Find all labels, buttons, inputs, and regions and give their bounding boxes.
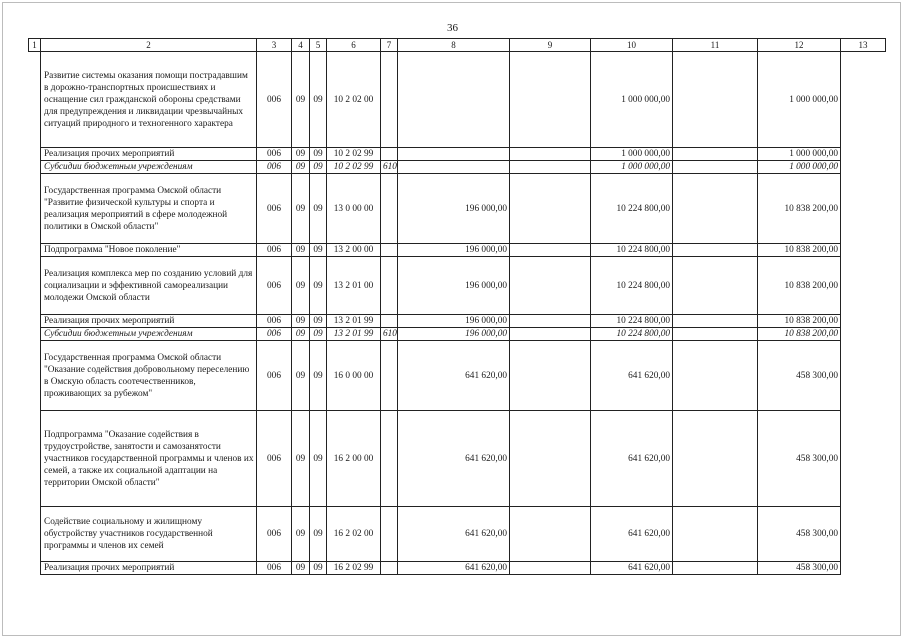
row-code-cell: 006 (257, 257, 292, 315)
row-amount-cell: 1 000 000,00 (758, 161, 841, 174)
row-amount-cell (510, 244, 591, 257)
row-amount-cell (673, 341, 758, 411)
row-section-cell: 09 (292, 341, 310, 411)
table-row (29, 174, 886, 244)
row-amount-cell: 1 000 000,00 (591, 161, 673, 174)
row-amount-cell (510, 341, 591, 411)
row-target-cell: 16 0 00 00 (327, 341, 381, 411)
row-amount-cell: 458 300,00 (758, 411, 841, 507)
row-amount-cell (673, 257, 758, 315)
header-cell: 9 (510, 39, 591, 52)
row-amount-cell (673, 328, 758, 341)
row-code-cell: 006 (257, 244, 292, 257)
row-code-cell: 006 (257, 411, 292, 507)
row-amount-cell: 10 838 200,00 (758, 328, 841, 341)
row-amount-cell (510, 562, 591, 575)
header-cell: 5 (310, 39, 327, 52)
header-cell: 4 (292, 39, 310, 52)
table-row (29, 52, 886, 148)
row-amount-cell (398, 148, 510, 161)
table-row (29, 562, 886, 575)
row-amount-cell: 10 224 800,00 (591, 174, 673, 244)
row-blank-cell (29, 244, 41, 257)
budget-table (28, 38, 886, 575)
row-amount-cell (673, 244, 758, 257)
row-code-cell: 006 (257, 328, 292, 341)
row-amount-cell: 1 000 000,00 (591, 148, 673, 161)
row-section-cell: 09 (292, 507, 310, 562)
header-cell: 11 (673, 39, 758, 52)
row-amount-cell: 10 838 200,00 (758, 257, 841, 315)
header-cell: 8 (398, 39, 510, 52)
row-section-cell: 09 (292, 52, 310, 148)
row-target-cell: 10 2 02 00 (327, 52, 381, 148)
row-blank-cell (841, 341, 886, 411)
row-amount-cell: 641 620,00 (591, 411, 673, 507)
row-amount-cell: 10 224 800,00 (591, 244, 673, 257)
table-row (29, 507, 886, 562)
table-row (29, 161, 886, 174)
row-amount-cell (510, 411, 591, 507)
row-subsection-cell: 09 (310, 244, 327, 257)
row-amount-cell: 641 620,00 (398, 411, 510, 507)
row-code-cell: 006 (257, 148, 292, 161)
row-subsection-cell: 09 (310, 257, 327, 315)
row-blank-cell (29, 328, 41, 341)
header-cell: 2 (41, 39, 257, 52)
row-amount-cell (673, 174, 758, 244)
row-section-cell: 09 (292, 562, 310, 575)
row-amount-cell: 196 000,00 (398, 174, 510, 244)
row-blank-cell (841, 52, 886, 148)
row-amount-cell: 196 000,00 (398, 257, 510, 315)
row-target-cell: 16 2 00 00 (327, 411, 381, 507)
row-subsection-cell: 09 (310, 174, 327, 244)
row-target-cell: 10 2 02 99 (327, 148, 381, 161)
row-code-cell: 006 (257, 52, 292, 148)
row-name-cell: Государственная программа Омской области "Развитие физической культуры и спорта и реализация мероприятий в сфере молодежной политики в Омской области" (41, 174, 257, 244)
row-blank-cell (841, 315, 886, 328)
row-type-cell (381, 174, 398, 244)
row-amount-cell: 196 000,00 (398, 328, 510, 341)
row-section-cell: 09 (292, 174, 310, 244)
row-amount-cell (398, 52, 510, 148)
row-code-cell: 006 (257, 341, 292, 411)
row-subsection-cell: 09 (310, 562, 327, 575)
row-type-cell (381, 315, 398, 328)
row-amount-cell: 458 300,00 (758, 562, 841, 575)
table-row (29, 257, 886, 315)
row-amount-cell: 196 000,00 (398, 315, 510, 328)
row-blank-cell (29, 341, 41, 411)
table-row (29, 315, 886, 328)
row-target-cell: 13 2 01 99 (327, 315, 381, 328)
row-subsection-cell: 09 (310, 161, 327, 174)
row-blank-cell (841, 257, 886, 315)
row-amount-cell (673, 507, 758, 562)
row-blank-cell (29, 411, 41, 507)
row-name-cell: Реализация комплекса мер по созданию условий для социализации и эффективной самореализации молодежи Омской области (41, 257, 257, 315)
header-cell: 12 (758, 39, 841, 52)
row-amount-cell: 641 620,00 (398, 562, 510, 575)
row-amount-cell: 10 224 800,00 (591, 257, 673, 315)
row-amount-cell (510, 328, 591, 341)
row-amount-cell: 641 620,00 (398, 341, 510, 411)
row-blank-cell (841, 161, 886, 174)
row-section-cell: 09 (292, 148, 310, 161)
row-amount-cell (673, 161, 758, 174)
row-amount-cell: 1 000 000,00 (758, 148, 841, 161)
row-blank-cell (29, 507, 41, 562)
row-blank-cell (841, 328, 886, 341)
row-section-cell: 09 (292, 328, 310, 341)
row-target-cell: 13 2 01 99 (327, 328, 381, 341)
header-cell: 10 (591, 39, 673, 52)
row-amount-cell (510, 148, 591, 161)
row-code-cell: 006 (257, 315, 292, 328)
row-code-cell: 006 (257, 174, 292, 244)
row-amount-cell (673, 315, 758, 328)
header-cell: 13 (841, 39, 886, 52)
header-cell: 1 (29, 39, 41, 52)
header-cell: 6 (327, 39, 381, 52)
row-blank-cell (29, 161, 41, 174)
row-type-cell: 610 (381, 328, 398, 341)
row-amount-cell (510, 52, 591, 148)
row-amount-cell: 641 620,00 (591, 341, 673, 411)
row-section-cell: 09 (292, 257, 310, 315)
row-subsection-cell: 09 (310, 315, 327, 328)
row-section-cell: 09 (292, 244, 310, 257)
table-row (29, 244, 886, 257)
row-amount-cell (510, 161, 591, 174)
row-amount-cell: 10 224 800,00 (591, 315, 673, 328)
row-section-cell: 09 (292, 161, 310, 174)
row-type-cell (381, 52, 398, 148)
row-blank-cell (29, 562, 41, 575)
row-blank-cell (29, 174, 41, 244)
row-code-cell: 006 (257, 507, 292, 562)
row-blank-cell (841, 507, 886, 562)
table-row (29, 148, 886, 161)
row-type-cell (381, 257, 398, 315)
row-amount-cell (673, 411, 758, 507)
row-name-cell: Подпрограмма "Оказание содействия в трудоустройстве, занятости и самозанятости участников государственной программы и членов их семей, а также их социальной адаптации на территории Омской области" (41, 411, 257, 507)
row-code-cell: 006 (257, 562, 292, 575)
row-target-cell: 10 2 02 99 (327, 161, 381, 174)
row-name-cell: Подпрограмма "Новое поколение" (41, 244, 257, 257)
row-amount-cell (510, 257, 591, 315)
row-subsection-cell: 09 (310, 148, 327, 161)
row-amount-cell: 641 620,00 (591, 562, 673, 575)
row-amount-cell: 641 620,00 (398, 507, 510, 562)
row-target-cell: 13 2 00 00 (327, 244, 381, 257)
row-name-cell: Реализация прочих мероприятий (41, 148, 257, 161)
row-blank-cell (29, 315, 41, 328)
row-blank-cell (841, 244, 886, 257)
row-amount-cell: 1 000 000,00 (591, 52, 673, 148)
row-amount-cell (673, 562, 758, 575)
row-amount-cell: 196 000,00 (398, 244, 510, 257)
row-amount-cell: 458 300,00 (758, 507, 841, 562)
header-cell: 7 (381, 39, 398, 52)
row-amount-cell (510, 507, 591, 562)
row-amount-cell: 10 838 200,00 (758, 244, 841, 257)
row-target-cell: 16 2 02 99 (327, 562, 381, 575)
row-section-cell: 09 (292, 411, 310, 507)
row-target-cell: 16 2 02 00 (327, 507, 381, 562)
row-blank-cell (841, 411, 886, 507)
row-amount-cell (510, 315, 591, 328)
table-row (29, 411, 886, 507)
row-amount-cell: 10 224 800,00 (591, 328, 673, 341)
row-name-cell: Государственная программа Омской области "Оказание содействия добровольному переселению в Омскую область соотечественников, проживающих за рубежом" (41, 341, 257, 411)
page-number: 36 (447, 22, 458, 34)
row-subsection-cell: 09 (310, 328, 327, 341)
row-name-cell: Субсидии бюджетным учреждениям (41, 328, 257, 341)
table-row (29, 341, 886, 411)
row-amount-cell (673, 52, 758, 148)
table-row (29, 328, 886, 341)
row-name-cell: Реализация прочих мероприятий (41, 562, 257, 575)
row-blank-cell (29, 52, 41, 148)
row-section-cell: 09 (292, 315, 310, 328)
row-type-cell (381, 507, 398, 562)
row-name-cell: Содействие социальному и жилищному обустройству участников государственной программы и членов их семей (41, 507, 257, 562)
header-cell: 3 (257, 39, 292, 52)
row-code-cell: 006 (257, 161, 292, 174)
row-target-cell: 13 2 01 00 (327, 257, 381, 315)
row-type-cell (381, 562, 398, 575)
row-type-cell (381, 341, 398, 411)
row-type-cell (381, 148, 398, 161)
row-amount-cell: 458 300,00 (758, 341, 841, 411)
row-type-cell (381, 411, 398, 507)
row-name-cell: Субсидии бюджетным учреждениям (41, 161, 257, 174)
row-amount-cell: 1 000 000,00 (758, 52, 841, 148)
row-subsection-cell: 09 (310, 507, 327, 562)
row-amount-cell: 10 838 200,00 (758, 315, 841, 328)
row-blank-cell (29, 148, 41, 161)
row-amount-cell (510, 174, 591, 244)
row-blank-cell (841, 174, 886, 244)
row-name-cell: Развитие системы оказания помощи пострадавшим в дорожно-транспортных происшествиях и оснащение сил гражданской обороны средствами для предупреждения и ликвидации чрезвычайных ситуаций природного и техногенного характера (41, 52, 257, 148)
row-subsection-cell: 09 (310, 341, 327, 411)
row-subsection-cell: 09 (310, 411, 327, 507)
row-amount-cell (673, 148, 758, 161)
row-amount-cell: 10 838 200,00 (758, 174, 841, 244)
row-target-cell: 13 0 00 00 (327, 174, 381, 244)
row-blank-cell (841, 148, 886, 161)
row-type-cell: 610 (381, 161, 398, 174)
row-name-cell: Реализация прочих мероприятий (41, 315, 257, 328)
row-amount-cell (398, 161, 510, 174)
row-subsection-cell: 09 (310, 52, 327, 148)
row-blank-cell (29, 257, 41, 315)
row-blank-cell (841, 562, 886, 575)
row-amount-cell: 641 620,00 (591, 507, 673, 562)
row-type-cell (381, 244, 398, 257)
header-row (29, 39, 886, 52)
